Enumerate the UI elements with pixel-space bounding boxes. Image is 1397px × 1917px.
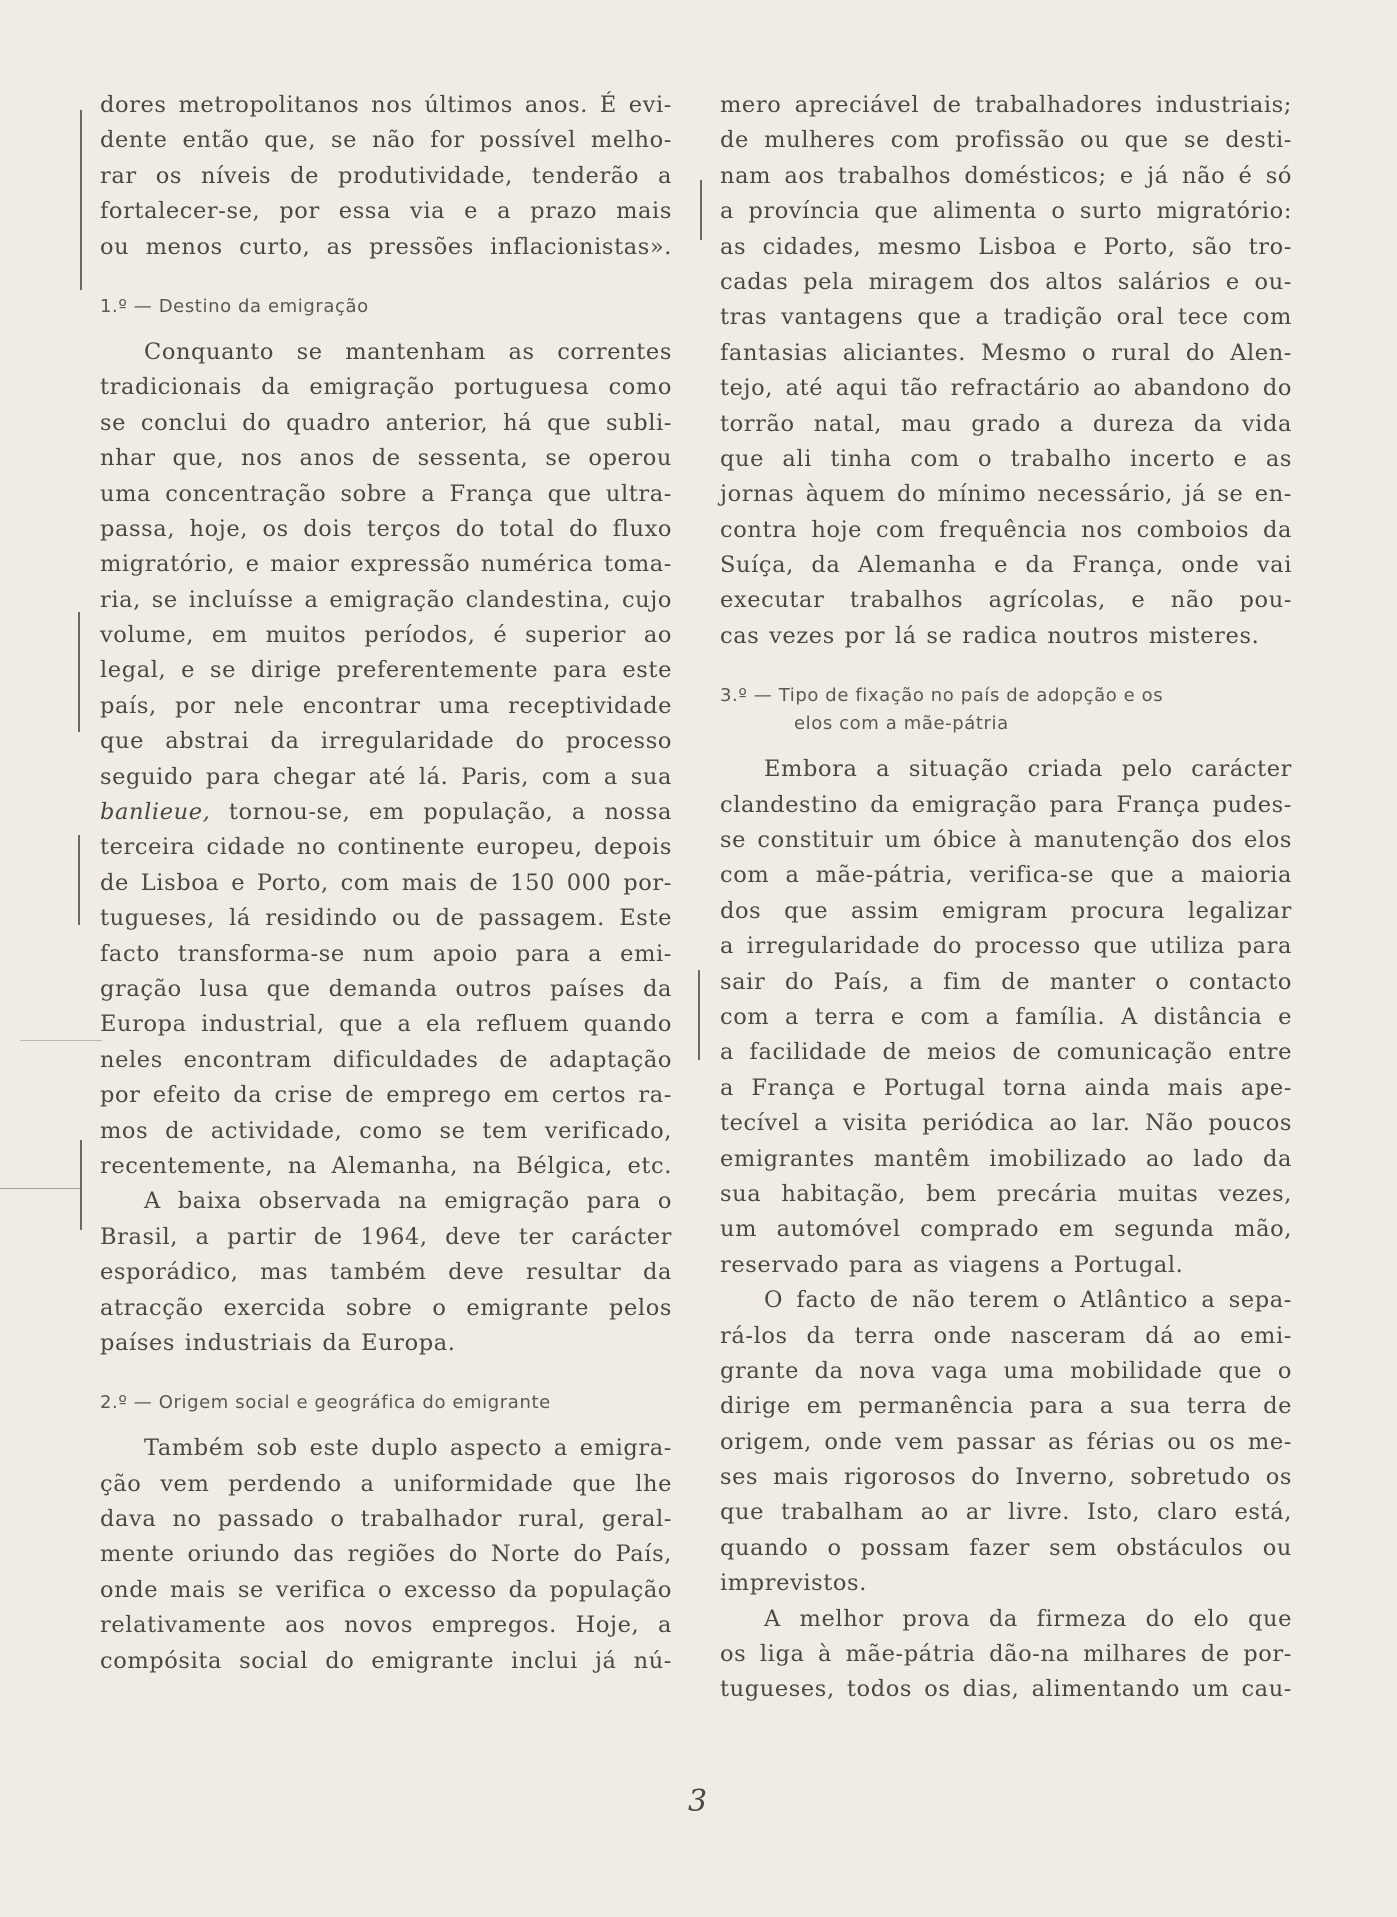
text-line: mos de actividade, como se tem verificado,	[100, 1117, 672, 1144]
text-line: por efeito da crise de emprego em certos ra-	[100, 1082, 672, 1109]
paragraph-2a	[100, 1431, 672, 1679]
text-line: tradicionais da emigração portuguesa como	[100, 374, 672, 401]
text-line: dos que assim emigram procura legalizar	[720, 897, 1292, 924]
text-line: dava no passado o trabalhador rural, geral-	[100, 1506, 672, 1533]
text-line-banlieue	[100, 795, 672, 830]
section-heading-3: 3.º — Tipo de fixação no país de adopção e os	[720, 685, 1164, 707]
text-line: dores metropolitanos nos últimos anos. É evi-	[100, 92, 672, 118]
text-line: legal, e se dirige preferentemente para este	[100, 657, 672, 684]
text-line: passa, hoje, os dois terços do total do fluxo	[100, 515, 672, 542]
text-line: fantasias aliciantes. Mesmo o rural do Alen-	[720, 339, 1292, 366]
text-line: Embora a situação criada pelo carácter	[764, 756, 1292, 783]
text-line: tejo, até aqui tão refractário ao abandono do	[720, 375, 1292, 402]
text-line: seguido para chegar até lá. Paris, com a sua	[100, 763, 672, 790]
text-line: A baixa observada na emigração para o	[144, 1188, 672, 1215]
paragraph-3c	[720, 1602, 1292, 1708]
text-line: tugueses, lá residindo ou de passagem. Este	[100, 905, 672, 932]
paragraph-1a	[100, 335, 672, 1184]
text-line: que trabalham ao ar livre. Isto, claro está,	[720, 1499, 1292, 1526]
text-line: quando o possam fazer sem obstáculos ou	[720, 1534, 1292, 1561]
text-line: migratório, e maior expressão numérica toma-	[100, 551, 672, 578]
paragraph-intro	[100, 88, 672, 265]
text-line: Brasil, a partir de 1964, deve ter carácter	[100, 1223, 672, 1250]
margin-mark	[698, 970, 700, 1060]
text-line: a facilidade de meios de comunicação entre	[720, 1039, 1292, 1066]
text-line: com a terra e com a família. A distância e	[720, 1003, 1292, 1030]
text-line: cadas pela miragem dos altos salários e ou-	[720, 268, 1292, 295]
margin-mark	[0, 1188, 82, 1189]
text-line: mero apreciável de trabalhadores industriais;	[720, 92, 1292, 118]
text-line: tecível a visita periódica ao lar. Não poucos	[720, 1110, 1292, 1137]
paragraph-3b	[720, 1283, 1292, 1602]
text-line: sair do País, a fim de manter o contacto	[720, 968, 1292, 995]
text-line: facto transforma-se num apoio para a emi-	[100, 940, 672, 967]
text-line: nhar que, nos anos de sessenta, se operou	[100, 445, 672, 472]
paragraph-2b	[720, 88, 1292, 654]
text-line: a França e Portugal torna ainda mais ape-	[720, 1074, 1292, 1101]
margin-mark	[20, 1040, 102, 1041]
text-line: reservado para as viagens a Portugal.	[720, 1251, 1184, 1278]
text-line: origem, onde vem passar as férias ou os me-	[720, 1428, 1292, 1455]
text-line: se conclui do quadro anterior, há que subli-	[100, 409, 672, 436]
text-line: dente então que, se não for possível melho-	[100, 127, 672, 154]
text-line: ria, se incluísse a emigração clandestina, cujo	[100, 586, 672, 613]
margin-mark	[700, 180, 702, 240]
italic-word: banlieue,	[100, 799, 211, 826]
text-line: esporádico, mas também deve resultar da	[100, 1259, 672, 1286]
text-line: O facto de não terem o Atlântico a sepa-	[764, 1287, 1292, 1314]
text-line: atracção exercida sobre o emigrante pelos	[100, 1294, 672, 1321]
text-line: dirige em permanência para a sua terra de	[720, 1393, 1292, 1420]
text-line: a província que alimenta o surto migratório:	[720, 198, 1292, 225]
text-line: A melhor prova da firmeza do elo que	[764, 1605, 1292, 1632]
text-line: com a mãe-pátria, verifica-se que a maioria	[720, 862, 1292, 889]
section-heading-3-continued: elos com a mãe-pátria	[794, 713, 1009, 735]
text-line: país, por nele encontrar uma receptividade	[100, 692, 672, 719]
text-line: os liga à mãe-pátria dão-na milhares de por-	[720, 1641, 1292, 1668]
paragraph-1c	[100, 1184, 672, 1361]
text-line: terceira cidade no continente europeu, depois	[100, 834, 672, 861]
text-line: ses mais rigorosos do Inverno, sobretudo os	[720, 1464, 1292, 1491]
text-line: volume, em muitos períodos, é superior ao	[100, 622, 672, 649]
margin-mark	[78, 835, 80, 925]
section-heading-2: 2.º — Origem social e geográfica do emigrante	[100, 1392, 551, 1414]
text-line: torrão natal, mau grado a dureza da vida	[720, 410, 1292, 437]
text-line: que abstrai da irregularidade do processo	[100, 728, 672, 755]
text-line: mente oriundo das regiões do Norte do País,	[100, 1541, 672, 1568]
text-line: Também sob este duplo aspecto a emigra-	[144, 1435, 672, 1462]
text-line: neles encontram dificuldades de adaptação	[100, 1046, 672, 1073]
text-line: relativamente aos novos empregos. Hoje, a	[100, 1612, 672, 1639]
text-line: as cidades, mesmo Lisboa e Porto, são tro-	[720, 233, 1292, 260]
text-line: imprevistos.	[720, 1570, 867, 1597]
text-line: rá-los da terra onde nasceram dá ao emi-	[720, 1322, 1292, 1349]
margin-mark	[80, 110, 82, 290]
text-line: a irregularidade do processo que utiliza para	[720, 933, 1292, 960]
page-number: 3	[688, 1784, 708, 1819]
text-line: ou menos curto, as pressões inflacionistas».	[100, 233, 672, 260]
text-line: um automóvel comprado em segunda mão,	[720, 1216, 1292, 1243]
text-line: Conquanto se mantenham as correntes	[144, 338, 672, 365]
text-line: gração lusa que demanda outros países da	[100, 975, 672, 1002]
text-line: grante da nova vaga uma mobilidade que o	[720, 1357, 1292, 1384]
text-line: emigrantes mantêm imobilizado ao lado da	[720, 1145, 1292, 1172]
text-line: clandestino da emigração para França pudes-	[720, 791, 1292, 818]
paragraph-3a	[720, 752, 1292, 1283]
text-line: onde mais se verifica o excesso da população	[100, 1576, 672, 1603]
text-line: que ali tinha com o trabalho incerto e as	[720, 445, 1292, 472]
text-fragment: tornou-se, em população, a nossa	[210, 799, 672, 826]
text-line: fortalecer-se, por essa via e a prazo mais	[100, 198, 672, 225]
text-line: executar trabalhos agrícolas, e não pou-	[720, 587, 1292, 614]
text-line: compósita social do emigrante inclui já nú-	[100, 1647, 672, 1674]
text-line: rar os níveis de produtividade, tenderão a	[100, 162, 672, 189]
margin-mark	[78, 612, 80, 732]
text-line: recentemente, na Alemanha, na Bélgica, etc.	[100, 1152, 672, 1179]
text-line: contra hoje com frequência nos comboios da	[720, 516, 1292, 543]
text-line: Suíça, da Alemanha e da França, onde vai	[720, 552, 1292, 579]
text-line: se constituir um óbice à manutenção dos elos	[720, 827, 1292, 854]
text-line: nam aos trabalhos domésticos; e já não é só	[720, 162, 1292, 189]
text-line: tras vantagens que a tradição oral tece com	[720, 304, 1292, 331]
text-line: tugueses, todos os dias, alimentando um cau-	[720, 1676, 1292, 1703]
text-line: jornas àquem do mínimo necessário, já se en-	[720, 481, 1292, 508]
text-line: cas vezes por lá se radica noutros misteres.	[720, 622, 1260, 649]
text-line: sua habitação, bem precária muitas vezes,	[720, 1180, 1292, 1207]
text-line: ção vem perdendo a uniformidade que lhe	[100, 1470, 672, 1497]
margin-mark	[80, 1140, 82, 1230]
text-line: de Lisboa e Porto, com mais de 150 000 por-	[100, 869, 672, 896]
text-line: países industriais da Europa.	[100, 1329, 456, 1356]
text-line: uma concentração sobre a França que ultra-	[100, 480, 672, 507]
right-column	[720, 88, 1292, 1708]
text-line: Europa industrial, que a ela refluem quando	[100, 1011, 672, 1038]
section-heading-1: 1.º — Destino da emigração	[100, 295, 369, 317]
text-line: de mulheres com profissão ou que se desti-	[720, 127, 1292, 154]
left-column	[100, 88, 672, 1679]
